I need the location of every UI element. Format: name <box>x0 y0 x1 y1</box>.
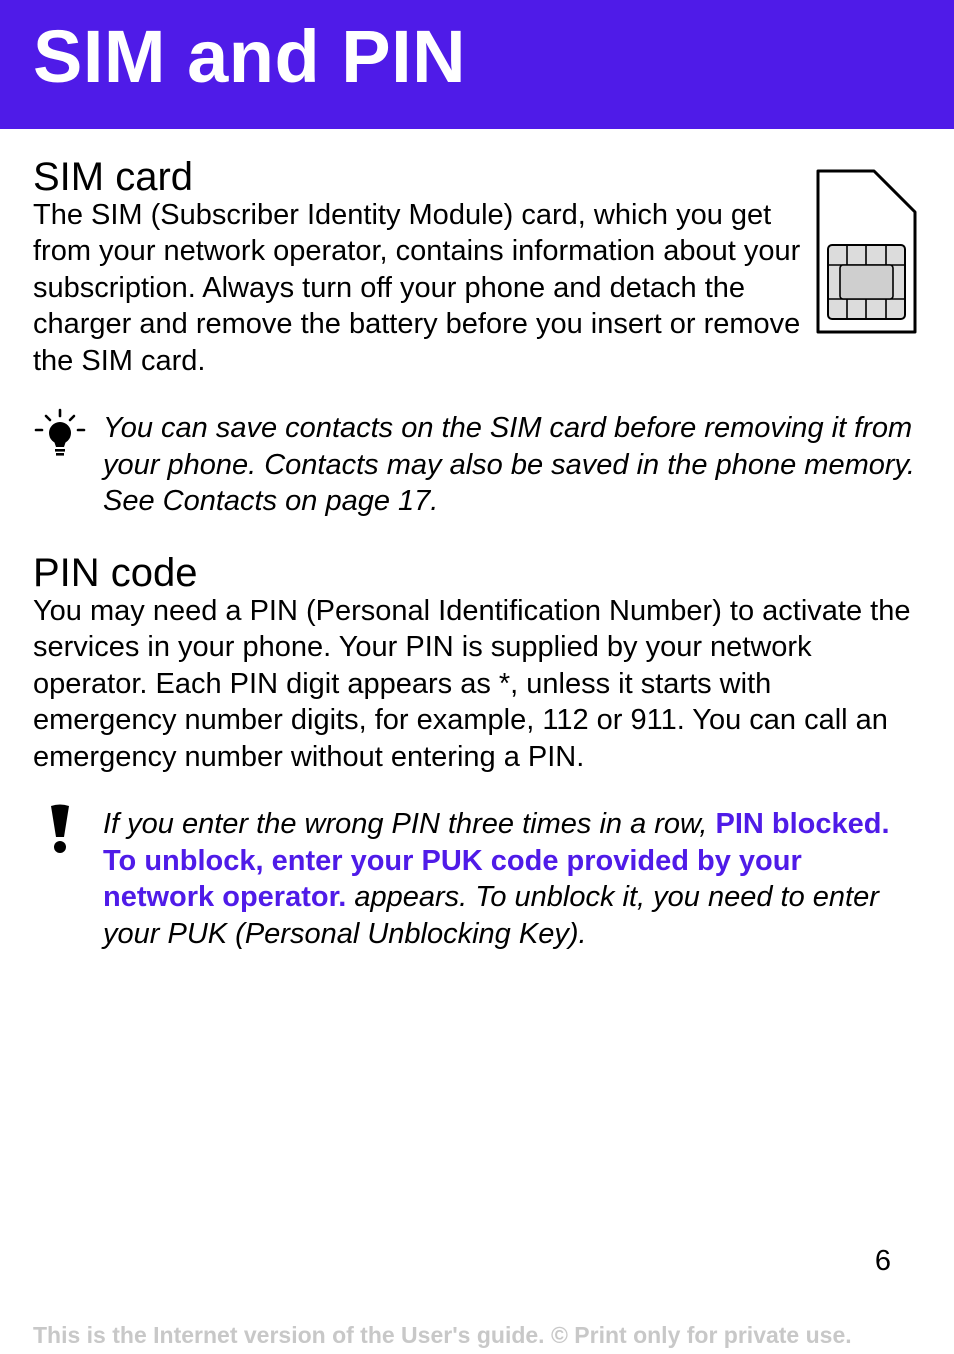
exclamation-icon <box>48 803 72 855</box>
sim-card-heading: SIM card <box>33 155 194 199</box>
page-number: 6 <box>874 1245 892 1277</box>
pin-blocked-message: PIN blocked. To unblock, enter your PUK code provided by your network operator. <box>103 808 890 913</box>
lightbulb-icon <box>33 408 87 458</box>
title-banner <box>0 0 954 129</box>
pin-code-heading: PIN code <box>33 551 198 595</box>
page-title: SIM and PIN <box>33 15 467 98</box>
pin-code-body: You may need a PIN (Personal Identification Number) to activate the services in your phone. Your PIN is supplied by your network operator. Each PIN digit appears as *, unless it starts with emergency number digits, for example, 112 or 911. You can call an emergency number without entering a PIN. <box>33 595 911 773</box>
warning-text-before: If you enter the wrong PIN three times in a row, <box>103 808 716 840</box>
sim-card-body: The SIM (Subscriber Identity Module) card, which you get from your network operator, contains information about your subscription. Always turn off your phone and detach the charger and remove the battery before you insert or remove the SIM card. <box>33 199 801 377</box>
sim-card-icon <box>816 169 918 335</box>
warning-text <box>103 806 918 952</box>
tip-text: You can save contacts on the SIM card before removing it from your phone. Contacts may also be saved in the phone memory. See Contacts on page 17. <box>103 412 915 517</box>
warning-text-after: appears. To unblock it, you need to enter your PUK (Personal Unblocking Key). <box>103 881 879 950</box>
footer-notice: This is the Internet version of the User's guide. © Print only for private use. <box>33 1322 852 1348</box>
